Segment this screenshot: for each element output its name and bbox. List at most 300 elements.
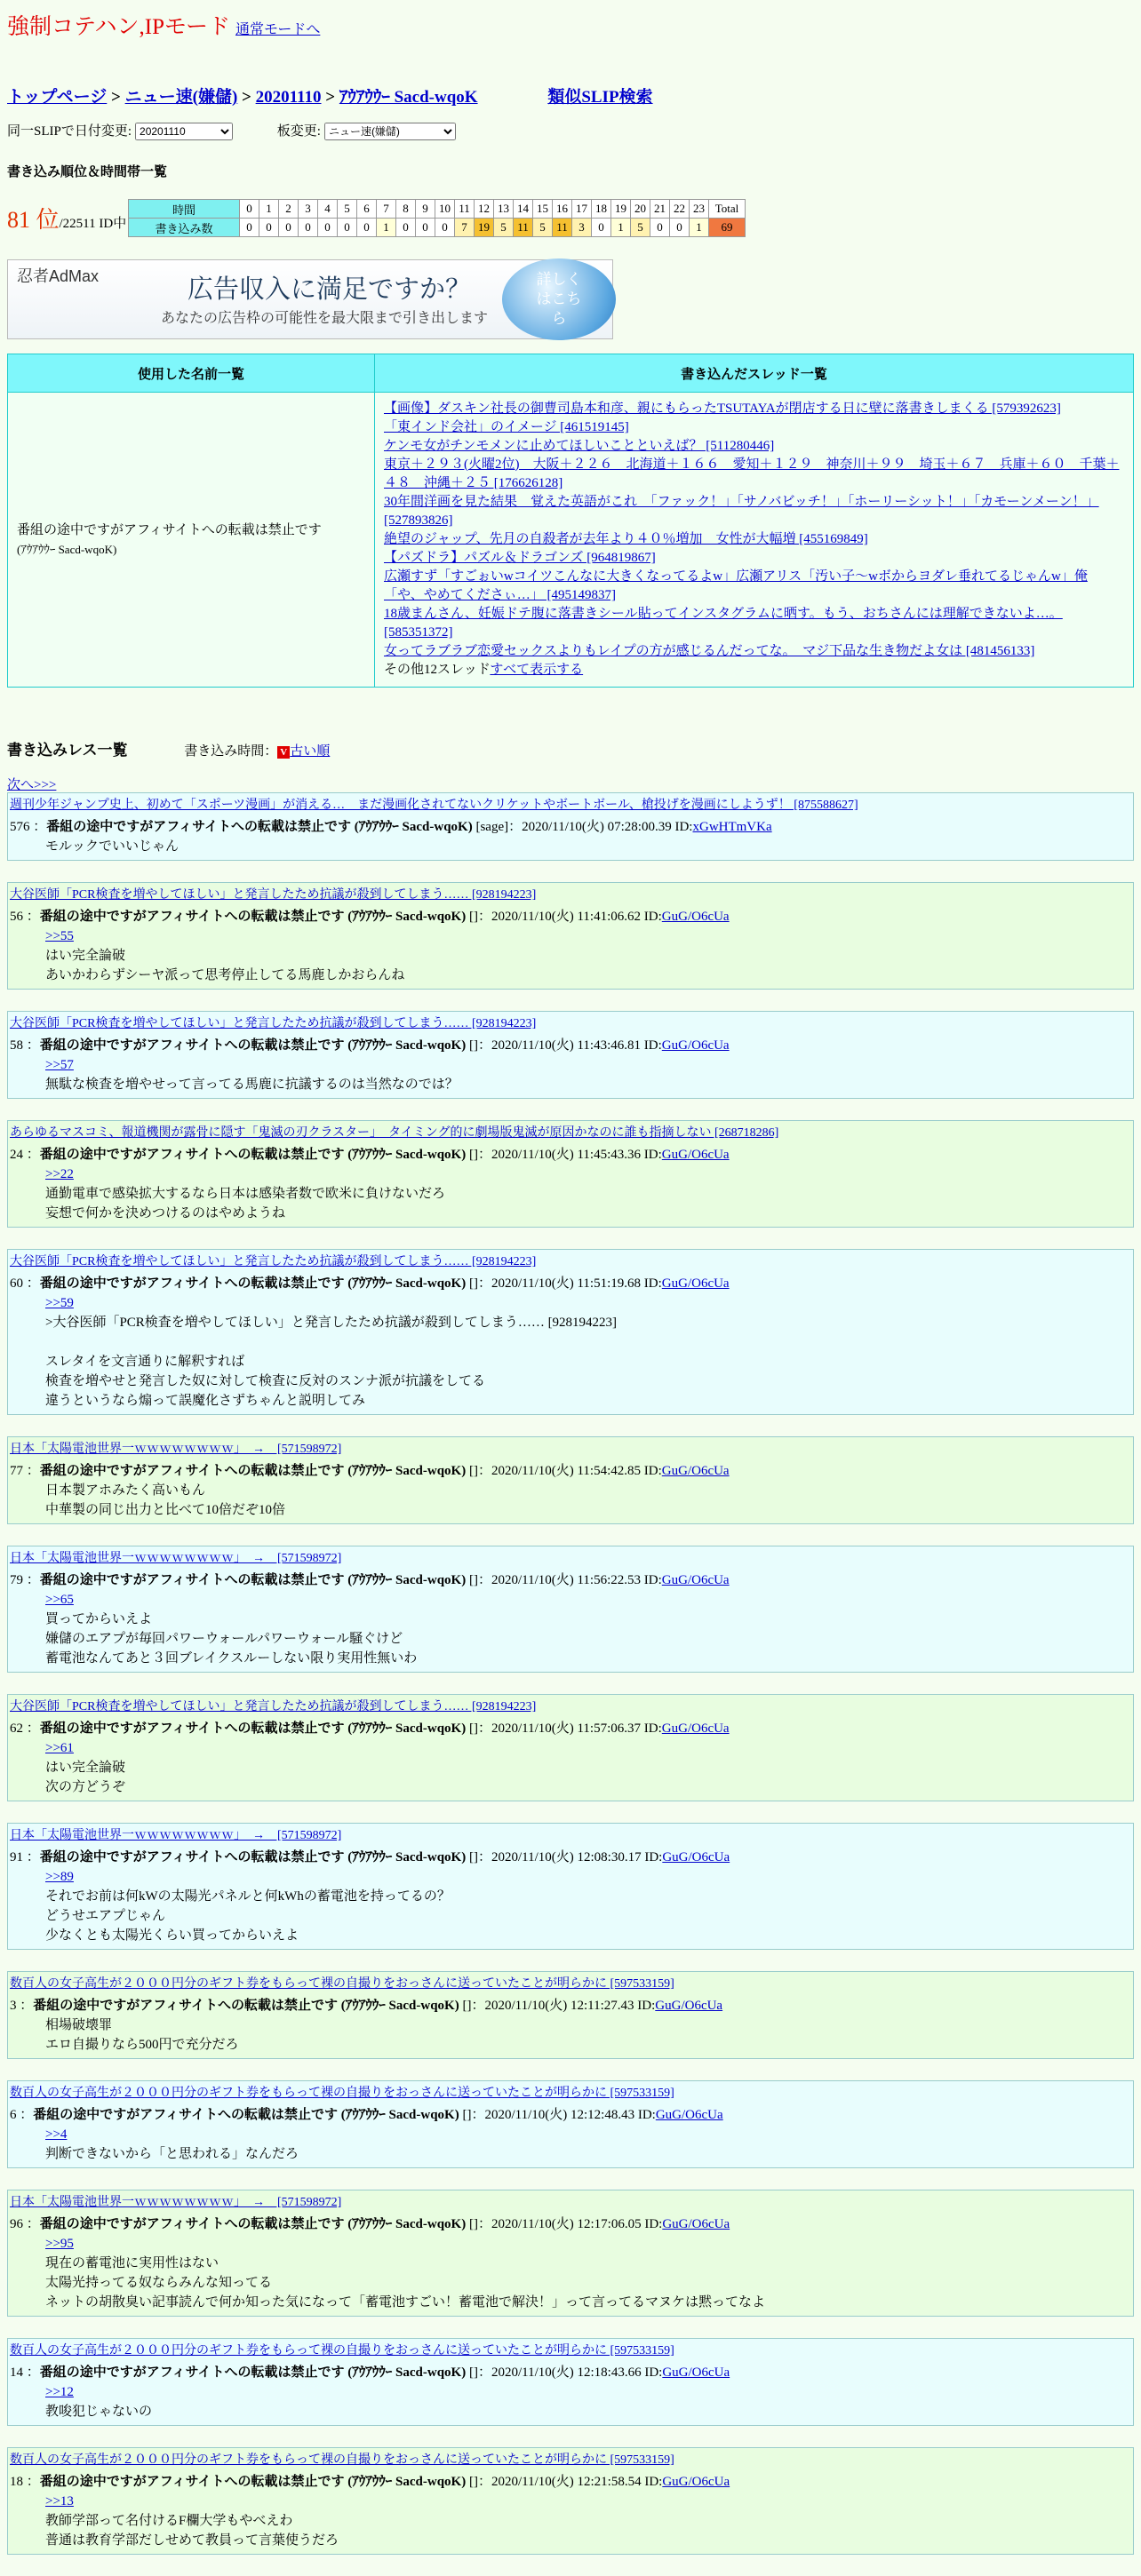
date-select[interactable]	[135, 123, 233, 140]
post-body	[45, 2382, 1131, 2421]
post-author-slip: (ｱｳｱｳｳｰ Sacd-wqoK)	[347, 1850, 467, 1864]
post-number: 96	[10, 2217, 23, 2231]
hour-header-cell: 11	[455, 200, 475, 219]
more-threads	[384, 661, 1124, 680]
post-id-link[interactable]: GuG/O6cUa	[661, 1276, 730, 1291]
post-line: 教唆犯じゃないの	[45, 2405, 153, 2419]
post-date: 2020/11/10(火) 11:56:22.53	[491, 1573, 642, 1587]
post-number: 79	[10, 1573, 23, 1587]
post-date: 2020/11/10(火) 12:12:48.43	[484, 2108, 635, 2122]
hour-count-cell: 5	[494, 219, 514, 237]
post-author-slip: (ｱｳｱｳｳｰ Sacd-wqoK)	[347, 2475, 467, 2489]
threads-column-header: 書き込んだスレッド一覧	[375, 354, 1134, 393]
thread-link[interactable]: 30年間洋画を見た結果 覚えた英語がこれ 「ファック！」「サノバビッチ！」「ホーリーシット！」「カモーンメーン！」 [527893826]	[384, 495, 1099, 528]
hour-header-cell: 1	[259, 200, 279, 219]
post-body	[45, 1590, 1131, 1668]
board-select-label: 板変更:	[276, 124, 321, 139]
hour-count-cell: 0	[592, 219, 611, 237]
hour-count-cell: 0	[259, 219, 279, 237]
post-line: 太陽光持ってる奴ならみんな知ってる	[45, 2276, 273, 2290]
post-meta: 77 ：番組の途中ですがアフィサイトへの転載は禁止です (ｱｳｱｳｳｰ Sacd-wqoK) []：2020/11/10(火) 11:54:42.85 ID:GuG/O6cUa	[10, 1464, 730, 1478]
ad-details-button[interactable]	[502, 258, 616, 340]
post-id-link[interactable]: GuG/O6cUa	[662, 2217, 730, 2231]
post-quote-link[interactable]: >>65	[45, 1593, 74, 1607]
post-date: 2020/11/10(火) 11:51:19.68	[491, 1276, 642, 1291]
ad-details-label: 詳しくはこちら	[536, 271, 582, 327]
thread-list	[384, 400, 1124, 661]
post-line: 教師学部って名付けるF欄大学もやべえわ	[45, 2514, 293, 2528]
post-list	[7, 792, 1134, 2576]
post-spacer	[7, 1415, 1134, 1436]
post-meta: 58 ：番組の途中ですがアフィサイトへの転載は禁止です (ｱｳｱｳｳｰ Sacd-wqoK) []：2020/11/10(火) 11:43:46.81 ID:GuG/O6cUa	[10, 1038, 730, 1053]
post-date: 2020/11/10(火) 11:45:43.36	[491, 1148, 642, 1162]
post-author-name: 番組の途中ですがアフィサイトへの転載は禁止です	[39, 1850, 345, 1864]
mode-bar	[7, 9, 320, 41]
post-id-link[interactable]: GuG/O6cUa	[655, 1999, 723, 2013]
post-quote-link[interactable]: >>13	[45, 2494, 74, 2508]
sort-oldest-link[interactable]: 古い順	[290, 744, 331, 759]
post-spacer	[7, 861, 1134, 882]
post-line: エロ自撮りなら500円で充分だろ	[45, 2038, 239, 2052]
hour-header-cell: 4	[318, 200, 338, 219]
hour-count-cell: 0	[416, 219, 435, 237]
post-number: 58	[10, 1038, 23, 1053]
post-item	[7, 1971, 1134, 2059]
name-cell	[8, 393, 375, 688]
post-line: スレタイを文言通りに解釈すれば	[45, 1355, 245, 1369]
hour-count-cell: 3	[572, 219, 592, 237]
post-id-label: ID:	[643, 1464, 662, 1478]
thread-link[interactable]: ケンモ女がチンモメンに止めてほしいことといえば？ [511280446]	[384, 439, 775, 453]
post-quote-link[interactable]: >>4	[45, 2127, 68, 2142]
post-line: どうせエアプじゃん	[45, 1909, 166, 1923]
date-select-label: 同一SLIPで日付変更:	[7, 124, 132, 139]
post-id-link[interactable]: GuG/O6cUa	[661, 1038, 730, 1053]
post-date: 2020/11/10(火) 11:54:42.85	[491, 1464, 642, 1478]
post-meta: 24 ：番組の途中ですがアフィサイトへの転載は禁止です (ｱｳｱｳｳｰ Sacd-wqoK) []：2020/11/10(火) 11:45:43.36 ID:GuG/O6cUa	[10, 1148, 730, 1162]
time-sort-label: 書き込み時間：	[184, 744, 278, 759]
post-id-link[interactable]: GuG/O6cUa	[661, 910, 730, 924]
hour-header-cell: 14	[514, 200, 533, 219]
post-item	[7, 1823, 1134, 1950]
post-spacer	[7, 2555, 1134, 2576]
post-author-name: 番組の途中ですがアフィサイトへの転載は禁止です	[39, 1038, 345, 1053]
res-heading-bar	[7, 737, 330, 759]
post-line: 違うというなら煽って誤魔化さずちゃんと説明してみ	[45, 1394, 366, 1408]
hour-header-cell: 2	[279, 200, 299, 219]
hour-count-cell: 0	[396, 219, 416, 237]
post-thread-title-link[interactable]: 数百人の女子高生が２０００円分のギフト券をもらって裸の自撮りをおっさんに送っていたことが明らかに [597533159]	[10, 2087, 674, 2100]
post-line: それでお前は何kWの太陽光パネルと何kWhの蓄電池を持ってるの？	[45, 1889, 451, 1904]
post-meta: 56 ：番組の途中ですがアフィサイトへの転載は禁止です (ｱｳｱｳｳｰ Sacd-wqoK) []：2020/11/10(火) 11:41:06.62 ID:GuG/O6cUa	[10, 910, 730, 924]
post-line: 日本製アホみたく高いもん	[45, 1483, 206, 1498]
post-author-name: 番組の途中ですがアフィサイトへの転載は禁止です	[39, 2475, 345, 2489]
post-spacer	[7, 1524, 1134, 1546]
post-id-link[interactable]: GuG/O6cUa	[662, 2475, 730, 2489]
post-id-label: ID:	[643, 1038, 662, 1053]
next-page-link[interactable]: 次へ>>>	[7, 778, 57, 792]
post-id-label: ID:	[643, 1721, 662, 1736]
post-author-slip: (ｱｳｱｳｳｰ Sacd-wqoK)	[347, 2217, 467, 2231]
hour-count-cell: 5	[533, 219, 553, 237]
post-date: 2020/11/10(火) 12:08:30.17	[491, 1850, 642, 1864]
post-spacer	[7, 1801, 1134, 1823]
thread-link[interactable]: 18歳まんさん、妊娠ドテ腹に落書きシール貼ってインスタグラムに晒す。もう、おちさんには理解できないよ…。 [585351372]	[384, 607, 1063, 640]
post-spacer	[7, 990, 1134, 1011]
post-line: 買ってからいえよ	[45, 1612, 153, 1626]
post-id-label: ID:	[674, 820, 693, 834]
post-id-label: ID:	[643, 1276, 662, 1291]
post-mail: []	[468, 1464, 478, 1478]
hour-count-cell: 0	[299, 219, 318, 237]
post-line: 嫌儲のエアプが毎回パワーウォールパワーウォール騒ぐけど	[45, 1632, 403, 1646]
post-author-slip: (ｱｳｱｳｳｰ Sacd-wqoK)	[347, 2365, 467, 2380]
post-author-name: 番組の途中ですがアフィサイトへの転載は禁止です	[39, 1573, 345, 1587]
post-date: 2020/11/10(火) 07:28:00.39	[522, 820, 672, 834]
names-column-header: 使用した名前一覧	[8, 354, 375, 393]
post-mail: []	[468, 1038, 478, 1053]
post-thread-title-link[interactable]: 週刊少年ジャンプ史上、初めて「スポーツ漫画」が消える… まだ漫画化されてないクリケットやボートボール、槍投げを漫画にしようず！ [875588627]	[10, 799, 858, 812]
post-item	[7, 1011, 1134, 1099]
hour-count-cell: 5	[631, 219, 650, 237]
post-author-name: 番組の途中ですがアフィサイトへの転載は禁止です	[39, 1276, 345, 1291]
post-item	[7, 1120, 1134, 1228]
show-all-threads-link[interactable]: すべて表示する	[490, 663, 584, 677]
post-mail: []	[468, 2475, 478, 2489]
post-thread-title-link[interactable]: 日本「太陽電池世界一ｗｗｗｗｗｗｗｗ」 → [571598972]	[10, 1829, 342, 1842]
names-threads-table	[7, 354, 1134, 688]
post-author-name: 番組の途中ですがアフィサイトへの転載は禁止です	[33, 1999, 339, 2013]
breadcrumb-top[interactable]: トップページ	[7, 88, 108, 107]
post-id-label: ID:	[637, 1999, 656, 2013]
post-thread-title-link[interactable]: あらゆるマスコミ、報道機関が露骨に隠す「鬼滅の刃クラスター」 タイミング的に劇場版鬼滅が原因かなのに誰も指摘しない [268718286]	[10, 1126, 779, 1140]
hour-count-cell: 7	[455, 219, 475, 237]
post-id-label: ID:	[644, 2217, 663, 2231]
post-id-link[interactable]: GuG/O6cUa	[661, 1464, 730, 1478]
post-body	[45, 1481, 1131, 1520]
post-line: 普通は教育学部だしせめて教員って言葉使うだろ	[45, 2533, 339, 2548]
post-quote-link[interactable]: >>22	[45, 1167, 74, 1181]
post-spacer	[7, 2317, 1134, 2338]
post-item	[7, 882, 1134, 990]
post-line: 次の方どうぞ	[45, 1780, 126, 1794]
post-author-name: 番組の途中ですがアフィサイトへの転載は禁止です	[33, 2108, 339, 2122]
post-author-slip: (ｱｳｱｳｳｰ Sacd-wqoK)	[347, 1464, 467, 1478]
post-line: 検査を増やせと発言した奴に対して検査に反対のスンナ派が抗議をしてる	[45, 1374, 486, 1388]
post-line: はい完全論破	[45, 949, 126, 963]
hour-count-cell: 0	[318, 219, 338, 237]
thread-link[interactable]: 「東インド会社」のイメージ [461519145]	[384, 420, 629, 434]
hour-count-cell: 11	[553, 219, 572, 237]
thread-link[interactable]: 【パズドラ】パズル＆ドラゴンズ [964819867]	[384, 551, 656, 565]
post-number: 56	[10, 910, 23, 924]
breadcrumb-board[interactable]: ニュー速(嫌儲)	[124, 88, 238, 107]
post-quote-link[interactable]: >>89	[45, 1870, 74, 1884]
ad-logo: 忍者AdMax	[17, 267, 100, 285]
post-mail: []	[468, 2217, 478, 2231]
rank-heading: 書き込み順位＆時間帯一覧	[7, 165, 168, 179]
hour-count-cell: 1	[611, 219, 631, 237]
post-spacer	[7, 2059, 1134, 2080]
hour-header-cell: 18	[592, 200, 611, 219]
post-quote-link[interactable]: >>59	[45, 1296, 74, 1310]
post-thread-title-link[interactable]: 大谷医師「PCR検査を増やしてほしい」と発言したため抗議が殺到してしまう…… [928194223]	[10, 1255, 537, 1268]
hour-header-cell: 7	[377, 200, 396, 219]
hour-header-cell: 22	[670, 200, 690, 219]
post-mail: []	[468, 1721, 478, 1736]
post-meta: 96 ：番組の途中ですがアフィサイトへの転載は禁止です (ｱｳｱｳｳｰ Sacd-wqoK) []：2020/11/10(火) 12:17:06.05 ID:GuG/O6cUa	[10, 2217, 730, 2231]
post-author-slip: (ｱｳｱｳｳｰ Sacd-wqoK)	[340, 1999, 459, 2013]
more-threads-text: その他12スレッド	[384, 663, 491, 677]
post-line: 現在の蓄電池に実用性はない	[45, 2256, 219, 2270]
post-meta: 62 ：番組の途中ですがアフィサイトへの転載は禁止です (ｱｳｱｳｳｰ Sacd-wqoK) []：2020/11/10(火) 11:57:06.37 ID:GuG/O6cUa	[10, 1721, 730, 1736]
ad-banner[interactable]	[7, 259, 613, 339]
hour-header-cell: 10	[435, 200, 455, 219]
post-mail: []	[468, 910, 478, 924]
hour-header-cell: 16	[553, 200, 572, 219]
post-mail: []	[468, 1573, 478, 1587]
hour-count-cell: 0	[338, 219, 357, 237]
post-mail: []	[468, 1276, 478, 1291]
post-meta: 576 ：番組の途中ですがアフィサイトへの転載は禁止です (ｱｳｱｳｳｰ Sacd-wqoK) [sage]：2020/11/10(火) 07:28:00.39 ID:xGwHTmVKa	[10, 820, 772, 834]
post-line: 相場破壊罪	[45, 2018, 113, 2032]
breadcrumb-sep: >	[242, 88, 251, 107]
breadcrumb-date[interactable]: 20201110	[255, 88, 322, 107]
post-thread-title-link[interactable]: 数百人の女子高生が２０００円分のギフト券をもらって裸の自撮りをおっさんに送っていたことが明らかに [597533159]	[10, 2453, 674, 2467]
post-date: 2020/11/10(火) 12:18:43.66	[491, 2365, 642, 2380]
thread-cell	[375, 393, 1134, 688]
post-author-name: 番組の途中ですがアフィサイトへの転載は禁止です	[39, 1721, 345, 1736]
post-meta: 79 ：番組の途中ですがアフィサイトへの転載は禁止です (ｱｳｱｳｳｰ Sacd-wqoK) []：2020/11/10(火) 11:56:22.53 ID:GuG/O6cUa	[10, 1573, 730, 1587]
normal-mode-link[interactable]: 通常モードへ	[235, 22, 321, 37]
post-id-link[interactable]: GuG/O6cUa	[662, 1850, 730, 1864]
similar-slip-search-link[interactable]: 類似SLIP検索	[547, 88, 653, 107]
post-body	[45, 926, 1131, 985]
post-line: あいかわらずシーヤ派って思考停止してる馬鹿しかおらんね	[45, 968, 405, 982]
count-label: 書き込み数	[129, 219, 240, 237]
post-author-slip: (ｱｳｱｳｳｰ Sacd-wqoK)	[347, 1573, 467, 1587]
post-item	[7, 792, 1134, 861]
post-body	[45, 2234, 1131, 2312]
post-author-name: 番組の途中ですがアフィサイトへの転載は禁止です	[39, 1464, 345, 1478]
ad-headline: 広告収入に満足ですか？	[188, 275, 472, 304]
post-spacer	[7, 2168, 1134, 2190]
post-meta: 6 ：番組の途中ですがアフィサイトへの転載は禁止です (ｱｳｱｳｳｰ Sacd-wqoK) []：2020/11/10(火) 12:12:48.43 ID:GuG/O6cUa	[10, 2108, 723, 2122]
post-item	[7, 2338, 1134, 2426]
hour-header-cell: Total	[709, 200, 746, 219]
post-line	[45, 1332, 1131, 1352]
post-author-name: 番組の途中ですがアフィサイトへの転載は禁止です	[39, 1148, 345, 1162]
hour-header-cell: 15	[533, 200, 553, 219]
post-spacer	[7, 2426, 1134, 2447]
post-number: 62	[10, 1721, 23, 1736]
post-author-slip: (ｱｳｱｳｳｰ Sacd-wqoK)	[340, 2108, 459, 2122]
post-date: 2020/11/10(火) 12:21:58.54	[491, 2475, 642, 2489]
post-body	[45, 2125, 1131, 2164]
post-meta: 18 ：番組の途中ですがアフィサイトへの転載は禁止です (ｱｳｱｳｳｰ Sacd-wqoK) []：2020/11/10(火) 12:21:58.54 ID:GuG/O6cUa	[10, 2475, 730, 2489]
post-id-link[interactable]: GuG/O6cUa	[661, 1148, 730, 1162]
board-select[interactable]	[324, 123, 456, 140]
post-author-slip: (ｱｳｱｳｳｰ Sacd-wqoK)	[354, 820, 473, 834]
post-author-slip: (ｱｳｱｳｳｰ Sacd-wqoK)	[347, 910, 467, 924]
post-mail: []	[468, 2365, 478, 2380]
rank-value: 81 位	[7, 207, 60, 233]
post-line: 蓄電池なんてあと３回ブレイクスルーしない限り実用性無いわ	[45, 1651, 418, 1666]
post-line: 少なくとも太陽光くらい買ってからいえよ	[45, 1928, 299, 1943]
post-spacer	[7, 1673, 1134, 1694]
hour-header-cell: 5	[338, 200, 357, 219]
post-body	[45, 2015, 1131, 2055]
hour-header-cell: 13	[494, 200, 514, 219]
post-quote-link[interactable]: >>55	[45, 929, 74, 943]
hour-header-cell: 23	[690, 200, 709, 219]
post-meta: 3 ：番組の途中ですがアフィサイトへの転載は禁止です (ｱｳｱｳｳｰ Sacd-wqoK) []：2020/11/10(火) 12:11:27.43 ID:GuG/O6cUa	[10, 1999, 723, 2013]
post-id-label: ID:	[643, 1148, 662, 1162]
hour-header-cell: 8	[396, 200, 416, 219]
hour-count-cell: 0	[650, 219, 670, 237]
hour-count-cell: 19	[475, 219, 494, 237]
post-id-link[interactable]: GuG/O6cUa	[661, 1721, 730, 1736]
post-body	[45, 837, 1131, 856]
post-number: 77	[10, 1464, 23, 1478]
post-thread-title-link[interactable]: 日本「太陽電池世界一ｗｗｗｗｗｗｗｗ」 → [571598972]	[10, 1443, 342, 1456]
post-thread-title-link[interactable]: 日本「太陽電池世界一ｗｗｗｗｗｗｗｗ」 → [571598972]	[10, 1552, 342, 1565]
post-id-link[interactable]: GuG/O6cUa	[655, 2108, 723, 2122]
post-author-slip: (ｱｳｱｳｳｰ Sacd-wqoK)	[347, 1038, 467, 1053]
post-thread-title-link[interactable]: 数百人の女子高生が２０００円分のギフト券をもらって裸の自撮りをおっさんに送っていたことが明らかに [597533159]	[10, 2344, 674, 2357]
post-author-name: 番組の途中ですがアフィサイトへの転載は禁止です	[46, 820, 352, 834]
post-item	[7, 2447, 1134, 2555]
post-date: 2020/11/10(火) 11:43:46.81	[491, 1038, 642, 1053]
ad-subline: あなたの広告枠の可能性を最大限まで引き出します	[161, 311, 489, 326]
post-number: 576	[10, 820, 30, 834]
post-spacer	[7, 1228, 1134, 1249]
post-id-label: ID:	[644, 2365, 663, 2380]
post-line: はい完全論破	[45, 1761, 126, 1775]
sort-direction-icon[interactable]: V	[277, 746, 290, 759]
post-body	[45, 1738, 1131, 1797]
post-body	[45, 1165, 1131, 1223]
post-number: 18	[10, 2475, 23, 2489]
hour-header-cell: 20	[631, 200, 650, 219]
post-author-slip: (ｱｳｱｳｳｰ Sacd-wqoK)	[347, 1276, 467, 1291]
post-number: 60	[10, 1276, 23, 1291]
hour-header-cell: 12	[475, 200, 494, 219]
hour-count-cell: 1	[690, 219, 709, 237]
post-line: 通勤電車で感染拡大するなら日本は感染者数で欧米に負けないだろ	[45, 1187, 446, 1201]
post-id-label: ID:	[643, 1573, 662, 1587]
post-thread-title-link[interactable]: 日本「太陽電池世界一ｗｗｗｗｗｗｗｗ」 → [571598972]	[10, 2196, 342, 2209]
hour-header-cell: 3	[299, 200, 318, 219]
hour-count-cell: 1	[377, 219, 396, 237]
res-heading: 書き込みレス一覧	[7, 742, 128, 759]
post-author-name: 番組の途中ですがアフィサイトへの転載は禁止です	[39, 2217, 345, 2231]
post-spacer	[7, 1099, 1134, 1120]
breadcrumb-sep: >	[111, 88, 121, 107]
post-line: >大谷医師「PCR検査を増やしてほしい」と発言したため抗議が殺到してしまう…… [928194223]	[45, 1316, 618, 1330]
post-thread-title-link[interactable]: 大谷医師「PCR検査を増やしてほしい」と発言したため抗議が殺到してしまう…… [928194223]	[10, 888, 537, 902]
post-date: 2020/11/10(火) 12:11:27.43	[484, 1999, 634, 2013]
post-body	[45, 1055, 1131, 1094]
post-author-slip: (ｱｳｱｳｳｰ Sacd-wqoK)	[347, 1721, 467, 1736]
post-id-label: ID:	[643, 910, 662, 924]
post-spacer	[7, 1950, 1134, 1971]
post-author-name: 番組の途中ですがアフィサイトへの転載は禁止です	[39, 2365, 345, 2380]
post-line: モルックでいいじゃん	[45, 839, 180, 854]
post-line: 判断できないから「と思われる」なんだろ	[45, 2147, 299, 2161]
hour-count-cell: 0	[279, 219, 299, 237]
post-date: 2020/11/10(火) 11:41:06.62	[491, 910, 642, 924]
hour-count-cell: 0	[435, 219, 455, 237]
thread-link[interactable]: 【画像】ダスキン社長の御曹司島本和彦、親にもらったTSUTAYAが閉店する日に壁に落書きしまくる [579392623]	[384, 402, 1061, 416]
post-body	[45, 1867, 1131, 1945]
post-thread-title-link[interactable]: 数百人の女子高生が２０００円分のギフト券をもらって裸の自撮りをおっさんに送っていたことが明らかに [597533159]	[10, 1977, 674, 1991]
rank-box	[7, 202, 128, 235]
post-meta: 91 ：番組の途中ですがアフィサイトへの転載は禁止です (ｱｳｱｳｳｰ Sacd-wqoK) []：2020/11/10(火) 12:08:30.17 ID:GuG/O6cUa	[10, 1850, 730, 1864]
hour-header-cell: 9	[416, 200, 435, 219]
post-number: 14	[10, 2365, 23, 2380]
hour-header-cell: 0	[240, 200, 259, 219]
used-slip: (ｱｳｱｳｳｰ Sacd-wqoK)	[17, 542, 117, 556]
post-thread-title-link[interactable]: 大谷医師「PCR検査を増やしてほしい」と発言したため抗議が殺到してしまう…… [928194223]	[10, 1700, 537, 1713]
mode-title: 強制コテハン,IPモード	[7, 15, 230, 39]
hour-count-cell: 0	[357, 219, 377, 237]
post-author-slip: (ｱｳｱｳｳｰ Sacd-wqoK)	[347, 1148, 467, 1162]
thread-link[interactable]: 広瀬すず「すごぉいwコイツこんなに大きくなってるよw」広瀬アリス「汚い子〜wボからヨダレ垂れてるじゃんw」俺「や、やめてくださぃ…」 [495149837]	[384, 569, 1088, 602]
hour-count-cell: 0	[240, 219, 259, 237]
thread-link[interactable]: 絶望のジャップ、先月の自殺者が去年より４０％増加 女性が大幅増 [455169849]	[384, 532, 868, 546]
breadcrumb-slip[interactable]: ｱｳｱｳｳｰ Sacd-wqoK	[339, 88, 478, 107]
post-number: 3	[10, 1999, 17, 2013]
rank-ids: /22511 ID中	[59, 217, 127, 231]
post-mail: [sage]	[475, 820, 509, 834]
post-id-link[interactable]: GuG/O6cUa	[662, 2365, 730, 2380]
post-quote-link[interactable]: >>57	[45, 1058, 74, 1072]
time-label: 時間	[129, 200, 240, 219]
post-body	[45, 2492, 1131, 2550]
post-id-link[interactable]: xGwHTmVKa	[692, 820, 772, 834]
post-quote-link[interactable]: >>95	[45, 2237, 74, 2251]
post-meta: 60 ：番組の途中ですがアフィサイトへの転載は禁止です (ｱｳｱｳｳｰ Sacd-wqoK) []：2020/11/10(火) 11:51:19.68 ID:GuG/O6cUa	[10, 1276, 730, 1291]
thread-link[interactable]: 女ってラブラブ恋愛セックスよりもレイプの方が感じるんだってな。 マジ下品な生き物だよ女は [481456133]	[384, 644, 1035, 658]
post-item	[7, 1546, 1134, 1673]
post-line: 中華製の同じ出力と比べて10倍だぞ10倍	[45, 1503, 286, 1517]
hour-header-cell: 21	[650, 200, 670, 219]
rank-row	[7, 199, 746, 237]
breadcrumb-sep: >	[325, 88, 336, 107]
breadcrumb	[7, 83, 653, 107]
thread-link[interactable]: 東京＋２９３(火曜2位) 大阪＋２２６ 北海道＋１６６ 愛知＋１２９ 神奈川＋９９ 埼玉＋６７ 兵庫＋６０ 千葉＋４８ 沖縄＋２５ [176626128]	[384, 457, 1120, 490]
post-quote-link[interactable]: >>61	[45, 1741, 74, 1755]
post-number: 24	[10, 1148, 23, 1162]
post-item	[7, 2190, 1134, 2317]
post-id-label: ID:	[644, 2475, 663, 2489]
post-mail: []	[468, 1148, 478, 1162]
post-quote-link[interactable]: >>12	[45, 2385, 74, 2399]
hour-count-cell: 69	[709, 219, 746, 237]
hour-count-cell: 0	[670, 219, 690, 237]
post-mail: []	[468, 1850, 478, 1864]
post-id-label: ID:	[637, 2108, 656, 2122]
post-body	[45, 1293, 1131, 1411]
used-name: 番組の途中ですがアフィサイトへの転載は禁止です	[17, 522, 322, 537]
hour-header-cell: 6	[357, 200, 377, 219]
post-item	[7, 1694, 1134, 1801]
post-id-link[interactable]: GuG/O6cUa	[661, 1573, 730, 1587]
post-thread-title-link[interactable]: 大谷医師「PCR検査を増やしてほしい」と発言したため抗議が殺到してしまう…… [928194223]	[10, 1017, 537, 1030]
post-mail: []	[462, 2108, 472, 2122]
hour-count-cell: 11	[514, 219, 533, 237]
